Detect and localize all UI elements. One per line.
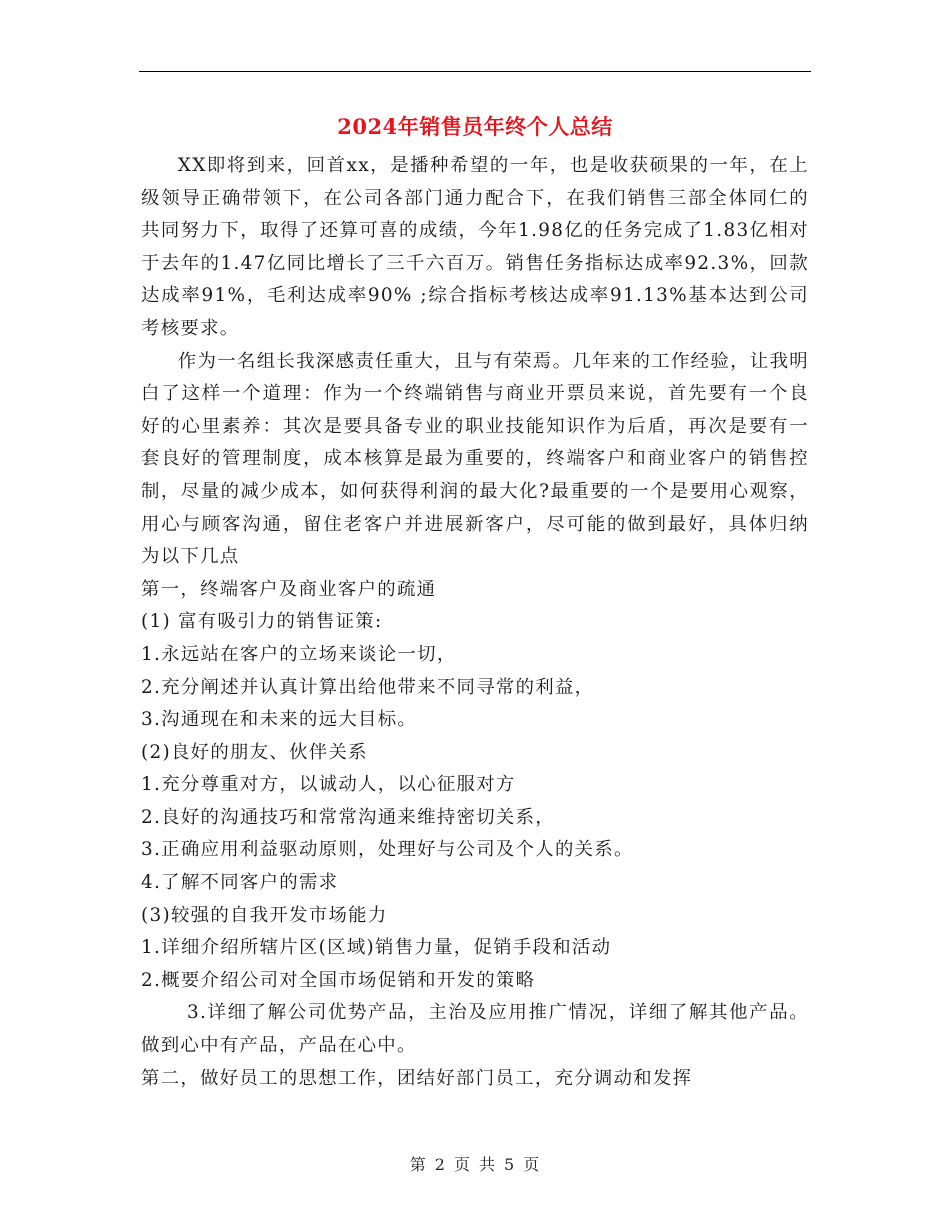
subsection-heading: (2)良好的朋友、伙伴关系 [141, 741, 368, 763]
list-item: 1.详细介绍所辖片区(区域)销售力量，促销手段和活动 [141, 937, 612, 959]
list-item: 3.沟通现在和未来的远大目标。 [141, 709, 418, 731]
footer-total-prefix: 共 [479, 1155, 497, 1174]
body-paragraph: 作为一名组长我深感责任重大，且与有荣焉。几年来的工作经验，让我明白了这样一个道理：作为一个终端销售与商业开票员来说，首先要有一个良好的心里素养：其次是要具备专业的职业技能知识作为后盾，再次是要有一套良好的管理制度，成本核算是最为重要的，终端客户和商业客户的销售控制，尽量的减少成本，如何获得利润的最大化?最重要的一个是要用心观察，用心与顾客沟通，留住老客户并进展新客户，尽可能的做到最好，具体归纳为以下几点 [141, 350, 809, 568]
document-body [141, 150, 809, 1095]
list-item: 3.正确应用利益驱动原则，处理好与公司及个人的关系。 [141, 839, 634, 861]
body-paragraph: XX即将到来，回首xx，是播种希望的一年，也是收获硕果的一年，在上级领导正确带领下，在公司各部门通力配合下，在我们销售三部全体同仁的共同努力下，取得了还算可喜的成绩，今年1.98亿的任务完成了1.83亿相对于去年的1.47亿同比增长了三千六百万。销售任务指标达成率92.3%，回款达成率91%，毛利达成率90% ;综合指标考核达成率91.13%基本达到公司考核要求。 [141, 155, 809, 339]
list-item: 2.充分阐述并认真计算出给他带来不同寻常的利益， [141, 676, 595, 698]
footer-suffix: 页 [523, 1155, 541, 1174]
list-item: 4.了解不同客户的需求 [141, 872, 339, 894]
subsection-heading: (1) 富有吸引力的销售证策: [141, 611, 383, 633]
page-number-current: 2 [434, 1155, 446, 1174]
subsection-heading: (3)较强的自我开发市场能力 [141, 904, 388, 926]
footer-prefix: 第 [409, 1155, 427, 1174]
page-number-total: 5 [504, 1155, 516, 1174]
document-title: 2024年销售员年终个人总结 [337, 114, 613, 139]
section-heading: 第一，终端客户及商业客户的疏通 [141, 578, 437, 600]
list-item: 1.永远站在客户的立场来谈论一切， [141, 643, 457, 665]
footer-mid: 页 [453, 1155, 471, 1174]
header-rule [139, 71, 811, 72]
section-heading: 第二，做好员工的思想工作，团结好部门员工，充分调动和发挥 [141, 1067, 693, 1089]
list-item: 3.详细了解公司优势产品，主治及应用推广情况，详细了解其他产品。做到心中有产品，产品在心中。 [141, 1002, 809, 1057]
list-item: 2.概要介绍公司对全国市场促销和开发的策略 [141, 969, 536, 991]
list-item: 1.充分尊重对方，以诚动人，以心征服对方 [141, 774, 516, 796]
list-item: 2.良好的沟通技巧和常常沟通来维持密切关系， [141, 806, 555, 828]
page-footer [0, 1152, 950, 1175]
